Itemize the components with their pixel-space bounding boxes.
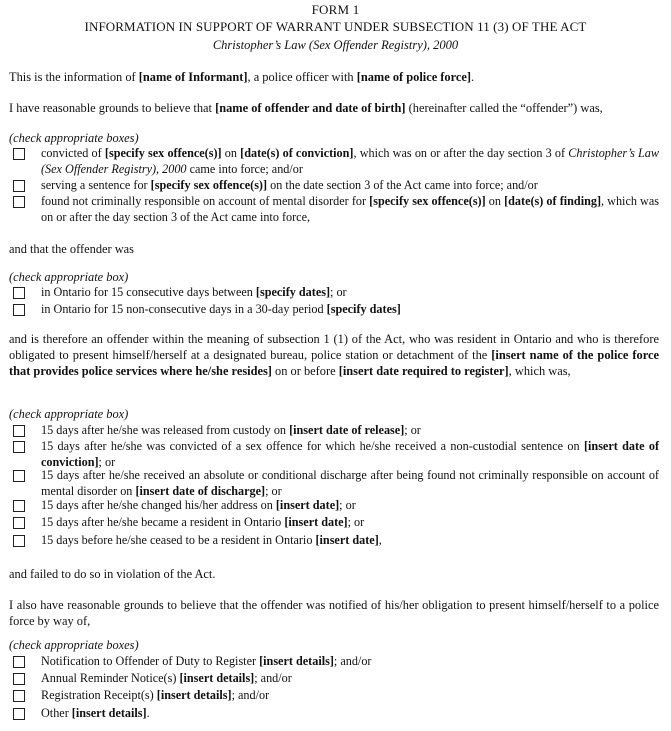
option-text: 15 days before he/she ceased to be a resident in Ontario [41,533,316,547]
option-text: ; and/or [231,688,270,702]
option-text: 15 days after he/she received an absolute or conditional discharge after being found not criminally responsible on account of mental disorder on [41,468,659,498]
annual-reminder-option [13,671,659,687]
form-title: INFORMATION IN SUPPORT OF WARRANT UNDER SUBSECTION 11 (3) OF THE ACT [84,19,587,34]
option-text: . [146,706,150,720]
act-name: Christopher’s Law (Sex Offender Registry), 2000 [41,146,659,176]
conviction-date-placeholder: [date(s) of conviction] [240,146,354,160]
conviction-option-text [41,146,659,178]
serving-sentence-text [41,178,659,194]
offence-placeholder: [specify sex offence(s)] [150,178,268,192]
changed-address-option [13,498,659,514]
discharge-checkbox[interactable] [13,470,25,482]
notification-text [41,654,659,670]
serving-sentence-checkbox[interactable] [13,180,25,192]
dates-placeholder: [specify dates] [326,302,401,316]
option-text: ; or [339,498,356,512]
option-text: on the date section 3 of the Act came into force; and/or [267,178,538,192]
grounds-paragraph [9,100,659,116]
conviction-date-placeholder: [insert date of conviction] [41,439,659,469]
became-resident-option [13,515,659,531]
details-placeholder: [insert details] [259,654,334,668]
therefore-paragraph [9,331,659,380]
non-consecutive-days-option [13,302,659,318]
consecutive-days-option [13,285,659,301]
option-text: convicted of [41,146,105,160]
therefore-text-2: on or before [271,364,339,379]
failed-paragraph: and failed to do so in violation of the Act. [9,567,216,581]
ceased-resident-checkbox[interactable] [13,535,25,547]
details-placeholder: [insert details] [156,688,232,702]
option-text: serving a sentence for [41,178,151,192]
not-responsible-checkbox[interactable] [13,196,25,208]
option-text: ; or [265,483,282,498]
changed-address-text [41,498,659,514]
other-text [41,706,659,722]
annual-reminder-checkbox[interactable] [13,673,25,685]
registration-receipt-option [13,688,659,704]
dates-placeholder: [specify dates] [255,285,331,299]
details-placeholder: [insert details] [179,671,255,685]
release-date-placeholder: [insert date of release] [289,423,405,437]
registration-receipt-checkbox[interactable] [13,690,25,702]
register-date-placeholder: [insert date required to register] [338,364,509,379]
option-text: ; or [330,285,347,299]
option-text: ; or [347,515,365,529]
non-custodial-checkbox[interactable] [13,441,25,453]
offence-placeholder: [specify sex offence(s)] [369,194,486,208]
police-force-placeholder: [name of police force] [356,70,472,84]
option-text: ; or [98,454,116,469]
released-custody-text [41,423,659,439]
ceased-resident-option [13,533,659,549]
option-text: on [485,194,505,208]
option-text: , which was on or after the day section 3 of [353,146,569,160]
offender-was-paragraph: and that the offender was [9,242,135,256]
form-number: FORM 1 [311,2,360,17]
option-text: ; and/or [254,671,292,685]
ceased-resident-text [41,533,659,549]
date-placeholder: [insert date] [284,515,348,529]
informant-text-end: . [471,70,475,84]
released-custody-checkbox[interactable] [13,425,25,437]
notification-checkbox[interactable] [13,656,25,668]
not-responsible-text [41,194,659,226]
became-resident-checkbox[interactable] [13,517,25,529]
section2-instruction: (check appropriate box) [9,270,129,284]
annual-reminder-text [41,671,659,687]
conviction-option [13,146,659,178]
section4-instruction: (check appropriate boxes) [9,638,139,652]
option-text: 15 days after he/she was released from custody on [41,423,290,437]
informant-text-2: , a police officer with [247,70,357,84]
became-resident-text [41,515,659,531]
informant-text: This is the information of [9,70,139,84]
section1-instruction: (check appropriate boxes) [9,131,139,145]
option-text: found not criminally responsible on account of mental disorder for [41,194,370,208]
option-text: came into force; and/or [186,161,303,176]
option-text: Registration Receipt(s) [41,688,157,702]
form-subtitle: Christopher’s Law (Sex Offender Registry), 2000 [212,38,459,52]
option-text: 15 days after he/she became a resident in Ontario [41,515,285,529]
consecutive-days-text [41,285,659,301]
notification-option [13,654,659,670]
informant-paragraph [9,69,659,85]
option-text: , which was on or after the day section 3 of the Act came into force, [41,194,660,224]
non-custodial-text [41,439,659,471]
date-placeholder: [insert date] [275,498,340,512]
option-text: 15 days after he/she changed his/her address on [41,498,276,512]
non-consecutive-days-checkbox[interactable] [13,304,25,316]
changed-address-checkbox[interactable] [13,500,25,512]
other-option [13,706,659,722]
discharge-text [41,468,659,500]
option-text: in Ontario for 15 consecutive days between [41,285,256,299]
discharge-option [13,468,659,500]
not-responsible-option [13,194,659,226]
details-placeholder: [insert details] [71,706,147,720]
option-text: in Ontario for 15 non-consecutive days in a 30-day period [41,302,327,316]
offence-placeholder: [specify sex offence(s)] [104,146,222,160]
other-checkbox[interactable] [13,708,25,720]
discharge-date-placeholder: [insert date of discharge] [135,483,266,498]
option-text: Notification to Offender of Duty to Register [41,654,260,668]
notified-paragraph: I also have reasonable grounds to believe that the offender was notified of his/her obligation to present himself/herself to a police force by way of, [9,598,659,629]
informant-name-placeholder: [name of Informant] [138,70,248,84]
grounds-text-end: (hereinafter called the “offender”) was, [405,101,603,115]
date-placeholder: [insert date] [315,533,379,547]
option-text: Annual Reminder Notice(s) [41,671,180,685]
police-force-name-placeholder: [insert name of the police force that provides police services where he/she resides] [9,348,659,379]
offender-placeholder: [name of offender and date of birth] [215,101,406,115]
released-custody-option [13,423,659,439]
option-text: 15 days after he/she was convicted of a sex offence for which he/she received a non-custodial sentence on [41,439,584,453]
non-consecutive-days-text [41,302,659,318]
option-text: , [378,533,382,547]
registration-receipt-text [41,688,659,704]
therefore-text-end: , which was, [508,364,571,379]
consecutive-days-checkbox[interactable] [13,287,25,299]
conviction-checkbox[interactable] [13,148,25,160]
non-custodial-option [13,439,659,471]
section3-instruction: (check appropriate box) [9,407,129,421]
finding-date-placeholder: [date(s) of finding] [504,194,602,208]
serving-sentence-option [13,178,659,194]
option-text: Other [41,706,72,720]
option-text: ; or [404,423,421,437]
option-text: on [221,146,241,160]
therefore-text: and is therefore an offender within the meaning of subsection 1 (1) of the Act, who was resident in Ontario and who is therefore obligated to present himself/herself at a designated bureau, police station or detachment of the [9,332,659,363]
grounds-text: I have reasonable grounds to believe that [9,101,216,115]
option-text: ; and/or [333,654,372,668]
